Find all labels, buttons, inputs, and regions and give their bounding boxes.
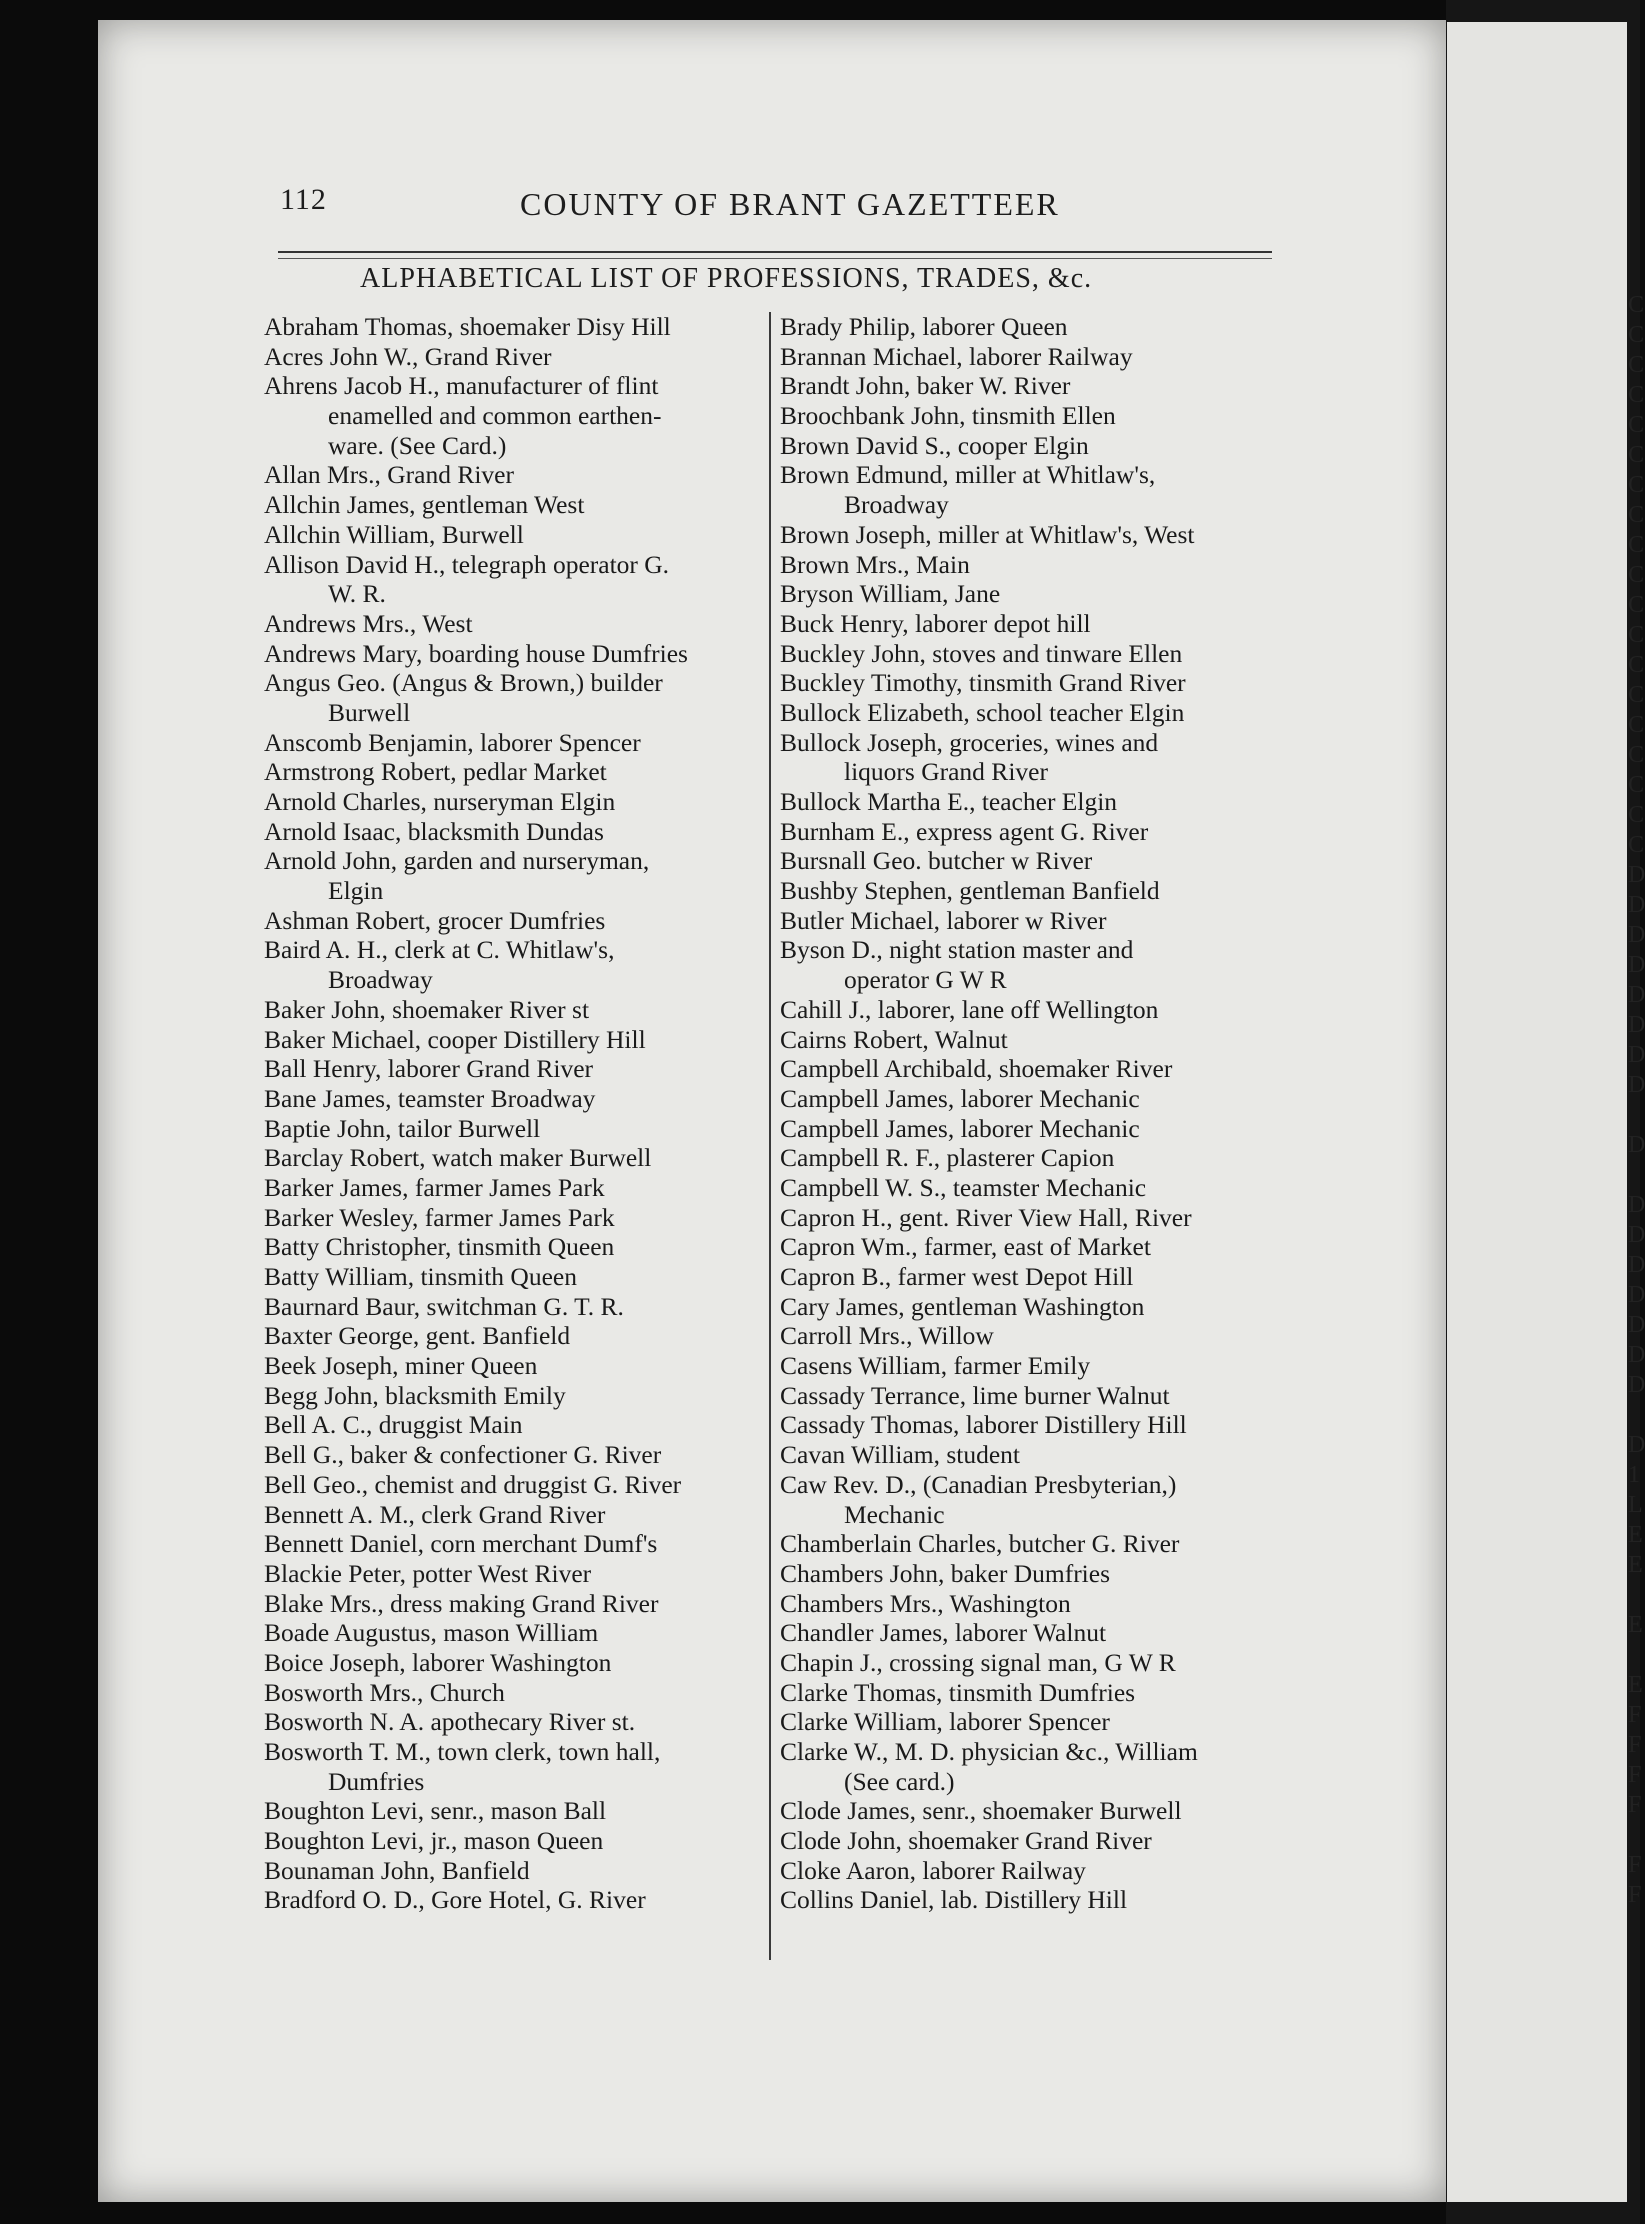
directory-entry: Byson D., night station master and: [780, 935, 1134, 965]
directory-entry: Ball Henry, laborer Grand River: [264, 1054, 594, 1084]
directory-entry: Bosworth N. A. apothecary River st.: [264, 1707, 636, 1737]
directory-entry: Broochbank John, tinsmith Ellen: [780, 401, 1116, 431]
directory-entry: Begg John, blacksmith Emily: [264, 1380, 566, 1410]
margin-letter: C: [1628, 472, 1645, 498]
margin-letter: C: [1628, 502, 1645, 528]
margin-letter: [1628, 1580, 1640, 1610]
directory-entry: Cahill J., laborer, lane off Wellington: [780, 994, 1159, 1024]
directory-entry: Baird A. H., clerk at C. Whitlaw's,: [264, 935, 615, 965]
margin-letter: F: [1628, 1732, 1642, 1758]
facing-page-edge: [1446, 0, 1645, 2224]
margin-letter: F: [1628, 1762, 1642, 1788]
directory-entry: Baxter George, gent. Banfield: [264, 1321, 571, 1351]
margin-letter: C: [1628, 832, 1645, 858]
margin-letter: C: [1628, 802, 1645, 828]
directory-entry-continuation: (See card.): [844, 1766, 955, 1796]
directory-entry: Bell G., baker & confectioner G. River: [264, 1440, 662, 1470]
directory-entry: Allison David H., telegraph operator G.: [264, 549, 670, 579]
margin-letter: D: [1628, 1342, 1645, 1368]
directory-entry: Clarke Thomas, tinsmith Dumfries: [780, 1677, 1136, 1707]
directory-entry: Baurnard Baur, switchman G. T. R.: [264, 1291, 624, 1321]
margin-letter: D: [1628, 1042, 1645, 1068]
facing-page-margin-letters: [1628, 290, 1645, 1910]
directory-entry: Bosworth Mrs., Church: [264, 1677, 505, 1707]
margin-letter: D: [1628, 1372, 1645, 1398]
margin-letter: C: [1628, 292, 1645, 318]
directory-entry: Cary James, gentleman Washington: [780, 1291, 1145, 1321]
directory-entry: Campbell R. F., plasterer Capion: [780, 1143, 1115, 1173]
directory-entry: Brown Edmund, miller at Whitlaw's,: [780, 460, 1156, 490]
directory-entry-continuation: operator G W R: [844, 965, 1007, 995]
directory-entry: Capron H., gent. River View Hall, River: [780, 1202, 1192, 1232]
margin-letter: C: [1628, 412, 1645, 438]
directory-entry: Bennett A. M., clerk Grand River: [264, 1499, 606, 1529]
margin-letter: D: [1628, 1252, 1645, 1278]
margin-letter: D: [1628, 1432, 1645, 1458]
margin-letter: [1628, 1100, 1640, 1130]
directory-entry: Chandler James, laborer Walnut: [780, 1618, 1107, 1648]
margin-letter: [1628, 1400, 1640, 1430]
margin-letter: D: [1628, 892, 1645, 918]
margin-letter: D: [1628, 1282, 1645, 1308]
directory-entry: Ashman Robert, grocer Dumfries: [264, 905, 606, 935]
directory-entry: Boughton Levi, jr., mason Queen: [264, 1826, 604, 1856]
facing-page-sliver: [1447, 22, 1627, 2202]
directory-entry: Beek Joseph, miner Queen: [264, 1351, 538, 1381]
directory-entry: Barker James, farmer James Park: [264, 1172, 605, 1202]
directory-entry: Bullock Elizabeth, school teacher Elgin: [780, 697, 1185, 727]
margin-letter: C: [1628, 532, 1645, 558]
margin-letter: D: [1628, 982, 1645, 1008]
directory-entry: Andrews Mary, boarding house Dumfries: [264, 638, 688, 668]
header-rule: [278, 251, 1272, 259]
directory-entry-continuation: Broadway: [328, 965, 433, 995]
directory-entry: Chambers Mrs., Washington: [780, 1588, 1071, 1618]
directory-entry: Campbell James, laborer Mechanic: [780, 1083, 1140, 1113]
directory-entry: Casens William, farmer Emily: [780, 1351, 1091, 1381]
directory-entry: Bell Geo., chemist and druggist G. River: [264, 1469, 682, 1499]
directory-entry: Buckley John, stoves and tinware Ellen: [780, 638, 1183, 668]
margin-letter: L: [1628, 1492, 1643, 1518]
directory-entry: Campbell James, laborer Mechanic: [780, 1113, 1140, 1143]
left-column: [264, 312, 764, 1915]
margin-letter: D: [1628, 1192, 1645, 1218]
margin-letter: E: [1628, 1522, 1643, 1548]
directory-entry: Bullock Joseph, groceries, wines and: [780, 727, 1159, 757]
directory-entry-continuation: W. R.: [328, 579, 386, 609]
margin-letter: [1628, 1640, 1640, 1670]
directory-entry: Chapin J., crossing signal man, G W R: [780, 1647, 1176, 1677]
directory-entry: Ahrens Jacob H., manufacturer of flint: [264, 371, 659, 401]
margin-letter: [1628, 1820, 1640, 1850]
directory-entry: Bane James, teamster Broadway: [264, 1083, 596, 1113]
margin-letter: C: [1628, 592, 1645, 618]
margin-letter: C: [1628, 442, 1645, 468]
directory-entry: Arnold Isaac, blacksmith Dundas: [264, 816, 604, 846]
directory-entry: Chamberlain Charles, butcher G. River: [780, 1529, 1180, 1559]
section-title: ALPHABETICAL LIST OF PROFESSIONS, TRADES, &c.: [360, 263, 1093, 294]
margin-letter: C: [1628, 772, 1645, 798]
directory-entry: Butler Michael, laborer w River: [780, 905, 1107, 935]
directory-entry: Boice Joseph, laborer Washington: [264, 1647, 612, 1677]
directory-entry: Brown Joseph, miller at Whitlaw's, West: [780, 519, 1195, 549]
directory-entry: Burnham E., express agent G. River: [780, 816, 1149, 846]
directory-entry: Blake Mrs., dress making Grand River: [264, 1588, 659, 1618]
directory-entry-continuation: enamelled and common earthen-: [328, 401, 662, 431]
margin-letter: D: [1628, 952, 1645, 978]
directory-entry: Cassady Thomas, laborer Distillery Hill: [780, 1410, 1187, 1440]
directory-entry: Clarke W., M. D. physician &c., William: [780, 1737, 1198, 1766]
directory-entry: Boade Augustus, mason William: [264, 1618, 599, 1648]
directory-entry: Buck Henry, laborer depot hill: [780, 608, 1091, 638]
directory-entry: Bell A. C., druggist Main: [264, 1410, 523, 1440]
directory-entry: Capron B., farmer west Depot Hill: [780, 1262, 1134, 1291]
directory-entry-continuation: liquors Grand River: [844, 757, 1048, 787]
margin-letter: C: [1628, 742, 1645, 768]
directory-entry: Allchin William, Burwell: [264, 519, 524, 549]
directory-entry: Capron Wm., farmer, east of Market: [780, 1232, 1151, 1262]
directory-entry-continuation: Broadway: [844, 490, 949, 520]
directory-entry: Campbell W. S., teamster Mechanic: [780, 1172, 1147, 1202]
directory-entry: Chambers John, baker Dumfries: [780, 1558, 1111, 1588]
margin-letter: C: [1628, 562, 1645, 588]
directory-entry: Brown Mrs., Main: [780, 549, 970, 579]
directory-entry: Clarke William, laborer Spencer: [780, 1707, 1110, 1737]
directory-entry: Cassady Terrance, lime burner Walnut: [780, 1380, 1170, 1410]
directory-entry: Collins Daniel, lab. Distillery Hill: [780, 1885, 1128, 1915]
directory-entry: Allchin James, gentleman West: [264, 490, 585, 520]
directory-entry-continuation: Mechanic: [844, 1499, 945, 1529]
directory-entry: Bursnall Geo. butcher w River: [780, 846, 1093, 876]
margin-letter: C: [1628, 712, 1645, 738]
directory-entry: Arnold Charles, nurseryman Elgin: [264, 787, 616, 816]
running-head: COUNTY OF BRANT GAZETTEER: [520, 186, 1060, 222]
directory-entry: Cairns Robert, Walnut: [780, 1024, 1008, 1054]
directory-entry: Carroll Mrs., Willow: [780, 1321, 994, 1351]
directory-entry: Buckley Timothy, tinsmith Grand River: [780, 668, 1186, 698]
directory-entry-continuation: Burwell: [328, 697, 411, 727]
directory-entry: Brandt John, baker W. River: [780, 371, 1071, 401]
margin-letter: C: [1628, 352, 1645, 378]
directory-entry: Clode James, senr., shoemaker Burwell: [780, 1796, 1182, 1826]
directory-entry: Campbell Archibald, shoemaker River: [780, 1054, 1173, 1084]
directory-entry: Boughton Levi, senr., mason Ball: [264, 1796, 607, 1826]
margin-letter: D: [1628, 1132, 1645, 1158]
directory-entry: Barker Wesley, farmer James Park: [264, 1202, 615, 1232]
directory-entry: Bradford O. D., Gore Hotel, G. River: [264, 1885, 646, 1915]
margin-letter: C: [1628, 682, 1645, 708]
directory-entry: Cavan William, student: [780, 1440, 1021, 1470]
directory-entry: Clode John, shoemaker Grand River: [780, 1826, 1152, 1856]
directory-entry: Blackie Peter, potter West River: [264, 1558, 592, 1588]
directory-entry: Arnold John, garden and nurseryman,: [264, 846, 650, 876]
directory-entry: Caw Rev. D., (Canadian Presbyterian,): [780, 1469, 1177, 1499]
margin-letter: D: [1628, 1222, 1645, 1248]
directory-entry: Anscomb Benjamin, laborer Spencer: [264, 727, 641, 757]
directory-entry-continuation: Elgin: [328, 876, 384, 906]
column-divider: [769, 312, 771, 1960]
margin-letter: E: [1628, 1552, 1643, 1578]
margin-letter: C: [1628, 652, 1645, 678]
directory-entry-continuation: Dumfries: [328, 1766, 425, 1796]
margin-letter: F: [1628, 1852, 1642, 1878]
directory-entry: Batty Christopher, tinsmith Queen: [264, 1232, 615, 1262]
directory-entry: Barclay Robert, watch maker Burwell: [264, 1143, 652, 1173]
directory-entry: Brown David S., cooper Elgin: [780, 430, 1089, 460]
directory-entry: Baker John, shoemaker River st: [264, 994, 590, 1024]
margin-letter: F: [1628, 1792, 1642, 1818]
directory-entry: Batty William, tinsmith Queen: [264, 1262, 577, 1291]
directory-entry: Brady Philip, laborer Queen: [780, 312, 1068, 341]
directory-entry: Cloke Aaron, laborer Railway: [780, 1855, 1086, 1885]
directory-entry: Bryson William, Jane: [780, 579, 1001, 609]
directory-entry: Allan Mrs., Grand River: [264, 460, 514, 490]
page-number: 112: [280, 183, 327, 216]
margin-letter: [1628, 1160, 1640, 1190]
directory-entry-continuation: ware. (See Card.): [328, 430, 507, 460]
margin-letter: D: [1628, 922, 1645, 948]
margin-letter: D: [1628, 1072, 1645, 1098]
directory-entry: Baker Michael, cooper Distillery Hill: [264, 1024, 646, 1054]
directory-entry: Bounaman John, Banfield: [264, 1855, 530, 1885]
margin-letter: D: [1628, 1312, 1645, 1338]
margin-letter: C: [1628, 622, 1645, 648]
right-column: [780, 312, 1280, 1915]
directory-entry: Bushby Stephen, gentleman Banfield: [780, 876, 1160, 906]
directory-entry: Bullock Martha E., teacher Elgin: [780, 787, 1118, 816]
directory-entry: Acres John W., Grand River: [264, 341, 552, 371]
margin-letter: E: [1628, 1612, 1643, 1638]
directory-entry: Brannan Michael, laborer Railway: [780, 341, 1133, 371]
directory-entry: Bennett Daniel, corn merchant Dumf's: [264, 1529, 658, 1559]
margin-letter: 1: [1628, 1462, 1640, 1488]
directory-entry: Angus Geo. (Angus & Brown,) builder: [264, 668, 663, 698]
directory-entry: Armstrong Robert, pedlar Market: [264, 757, 607, 787]
margin-letter: D: [1628, 1012, 1645, 1038]
margin-letter: F: [1628, 1702, 1642, 1728]
margin-letter: F: [1628, 1882, 1642, 1908]
directory-entry: Andrews Mrs., West: [264, 608, 473, 638]
margin-letter: C: [1628, 322, 1645, 348]
margin-letter: E: [1628, 1672, 1643, 1698]
margin-letter: D: [1628, 862, 1645, 888]
directory-entry: Abraham Thomas, shoemaker Disy Hill: [264, 312, 671, 341]
margin-letter: C: [1628, 382, 1645, 408]
directory-entry: Bosworth T. M., town clerk, town hall,: [264, 1737, 661, 1766]
directory-entry: Baptie John, tailor Burwell: [264, 1113, 541, 1143]
